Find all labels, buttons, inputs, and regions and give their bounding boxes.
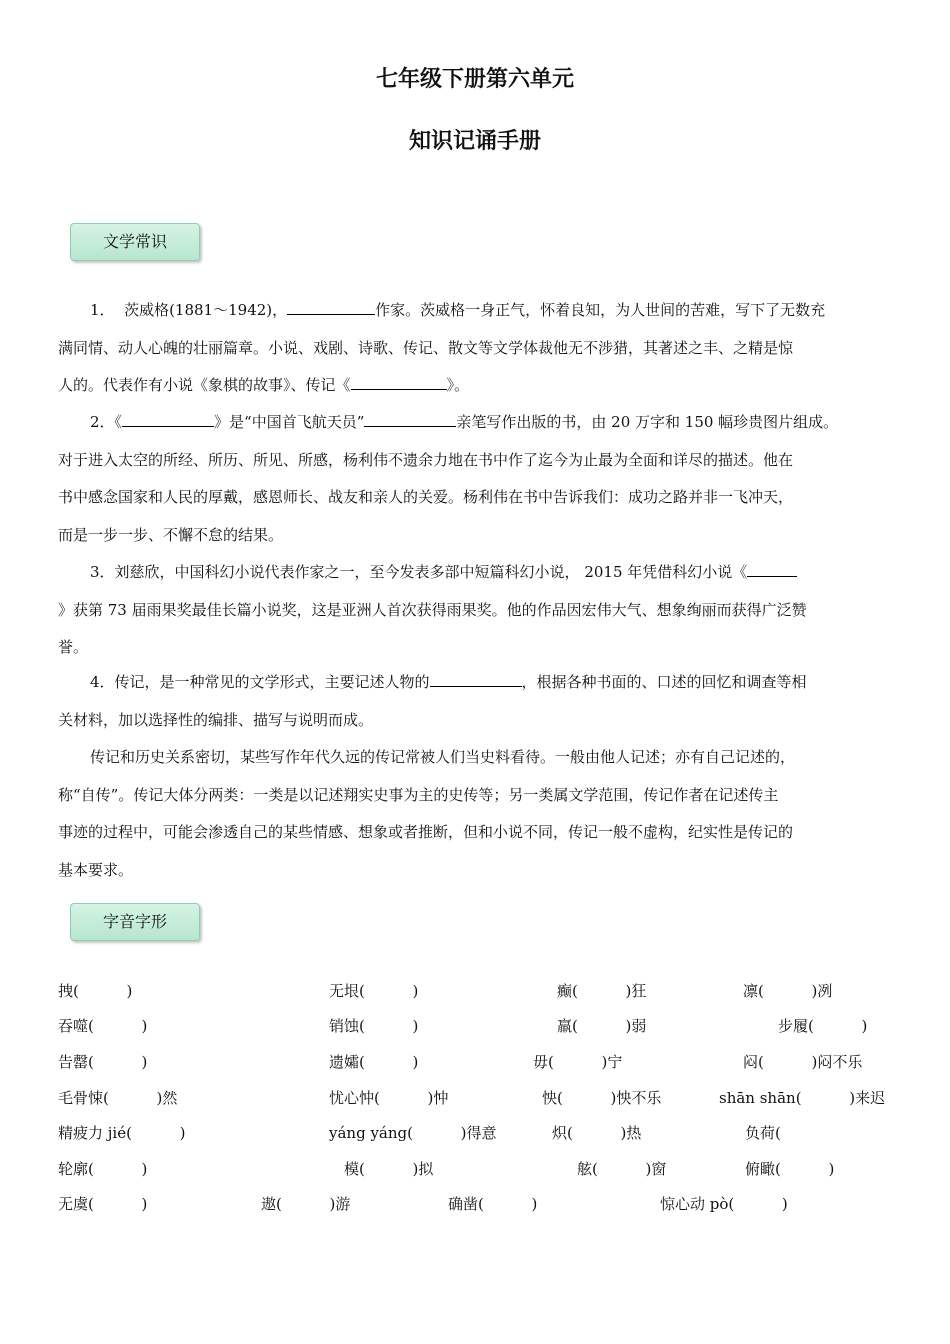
word-item: shān shān( )来迟 bbox=[719, 1089, 886, 1107]
lit-paragraph-1: 1． 茨威格(1881～1942)， 作家。茨威格一身正气，怀着良知，为人世间的苦难，写下了无数充 满同情、动人心魄的壮丽篇章。小说、戏剧、诗歌、传记、散文等文学体裁他无不涉猎，其著述之丰、之精是惊 人的。代表作有小说《象棋的故事》、传记《 》。 bbox=[58, 301, 826, 394]
word-item: 遨( )游 bbox=[261, 1195, 351, 1213]
fill-blank[interactable] bbox=[351, 375, 447, 390]
word-item: 轮廓( ) bbox=[58, 1160, 148, 1178]
lit-paragraph-5: 传记和历史关系密切，某些写作年代久远的传记常被人们当史料看待。一般由他人记述；亦有自己记述的， 称“自传”。传记大体分两类：一类是以记述翔实史事为主的史传等；另一类属文学范围，传记作者在记述传主 事迹的过程中，可能会渗透自己的某些情感、想象或者推断，但和小说不同，传记一般不虚构，纪实性是传记的 基本要求。 bbox=[58, 748, 796, 879]
word-item: 告罄( ) bbox=[58, 1053, 148, 1071]
page-title: 七年级下册第六单元 bbox=[375, 66, 574, 92]
word-item: 忧心忡( )忡 bbox=[329, 1089, 449, 1107]
word-item: yáng yáng( )得意 bbox=[329, 1124, 497, 1142]
word-item: 遗孀( ) bbox=[329, 1053, 419, 1071]
word-item: 炽( )热 bbox=[552, 1124, 642, 1142]
word-item: 确凿( ) bbox=[448, 1195, 538, 1213]
word-item: 拽( ) bbox=[58, 982, 133, 1000]
word-item: 凛( )冽 bbox=[743, 982, 833, 1000]
word-item: 怏( )怏不乐 bbox=[542, 1089, 662, 1107]
word-item: 俯瞰( ) bbox=[745, 1160, 835, 1178]
fill-blank[interactable] bbox=[747, 562, 797, 577]
word-item: 步履( ) bbox=[778, 1017, 868, 1035]
section-tag-characters: 字音字形 bbox=[70, 903, 200, 941]
lit-paragraph-2: 2．《 》是“中国首飞航天员” 亲笔写作出版的书，由 20 万字和 150 幅珍贵图片组成。 对于进入太空的所经、所历、所见、所感，杨利伟不遗余力地在书中作了迄今为止最为全面和详尽的描述。他在 书中感念国家和人民的厚戴，感恩师长、战友和亲人的关爱。杨利伟在书中告诉我们：成功之路并非一飞冲天， 而是一步一步、不懈不怠的结果。 bbox=[58, 413, 839, 544]
fill-blank[interactable] bbox=[122, 412, 214, 427]
word-item: 精疲力 jié( ) bbox=[58, 1124, 186, 1142]
word-item: 毛骨悚( )然 bbox=[58, 1089, 178, 1107]
word-item: 销蚀( ) bbox=[329, 1017, 419, 1035]
lit-paragraph-3: 3．刘慈欣，中国科幻小说代表作家之一，至今发表多部中短篇科幻小说， 2015 年凭借科幻小说《 》获第 73 届雨果奖最佳长篇小说奖，这是亚洲人首次获得雨果奖。他的作品因宏伟大气、想象绚丽而获得广泛赞 誉。 bbox=[58, 563, 807, 656]
word-item: 羸( )弱 bbox=[557, 1017, 647, 1035]
fill-blank[interactable] bbox=[287, 300, 375, 315]
fill-blank[interactable] bbox=[430, 672, 522, 687]
word-item: 无虞( ) bbox=[58, 1195, 148, 1213]
word-item: 惊心动 pò( ) bbox=[660, 1195, 788, 1213]
section-tag-literature: 文学常识 bbox=[70, 223, 200, 261]
word-item: 模( )拟 bbox=[344, 1160, 434, 1178]
word-item: 癫( )狂 bbox=[557, 982, 647, 1000]
word-item: 闷( )闷不乐 bbox=[743, 1053, 863, 1071]
fill-blank[interactable] bbox=[364, 412, 456, 427]
word-item: 负荷( bbox=[745, 1124, 781, 1142]
word-item: 无垠( ) bbox=[329, 982, 419, 1000]
word-item: 吞噬( ) bbox=[58, 1017, 148, 1035]
word-item: 舷( )窗 bbox=[577, 1160, 667, 1178]
lit-paragraph-4: 4．传记，是一种常见的文学形式，主要记述人物的 ，根据各种书面的、口述的回忆和调查等相 关材料，加以选择性的编排、描写与说明而成。 bbox=[58, 673, 807, 729]
page-subtitle: 知识记诵手册 bbox=[408, 128, 541, 154]
word-item: 毋( )宁 bbox=[533, 1053, 623, 1071]
